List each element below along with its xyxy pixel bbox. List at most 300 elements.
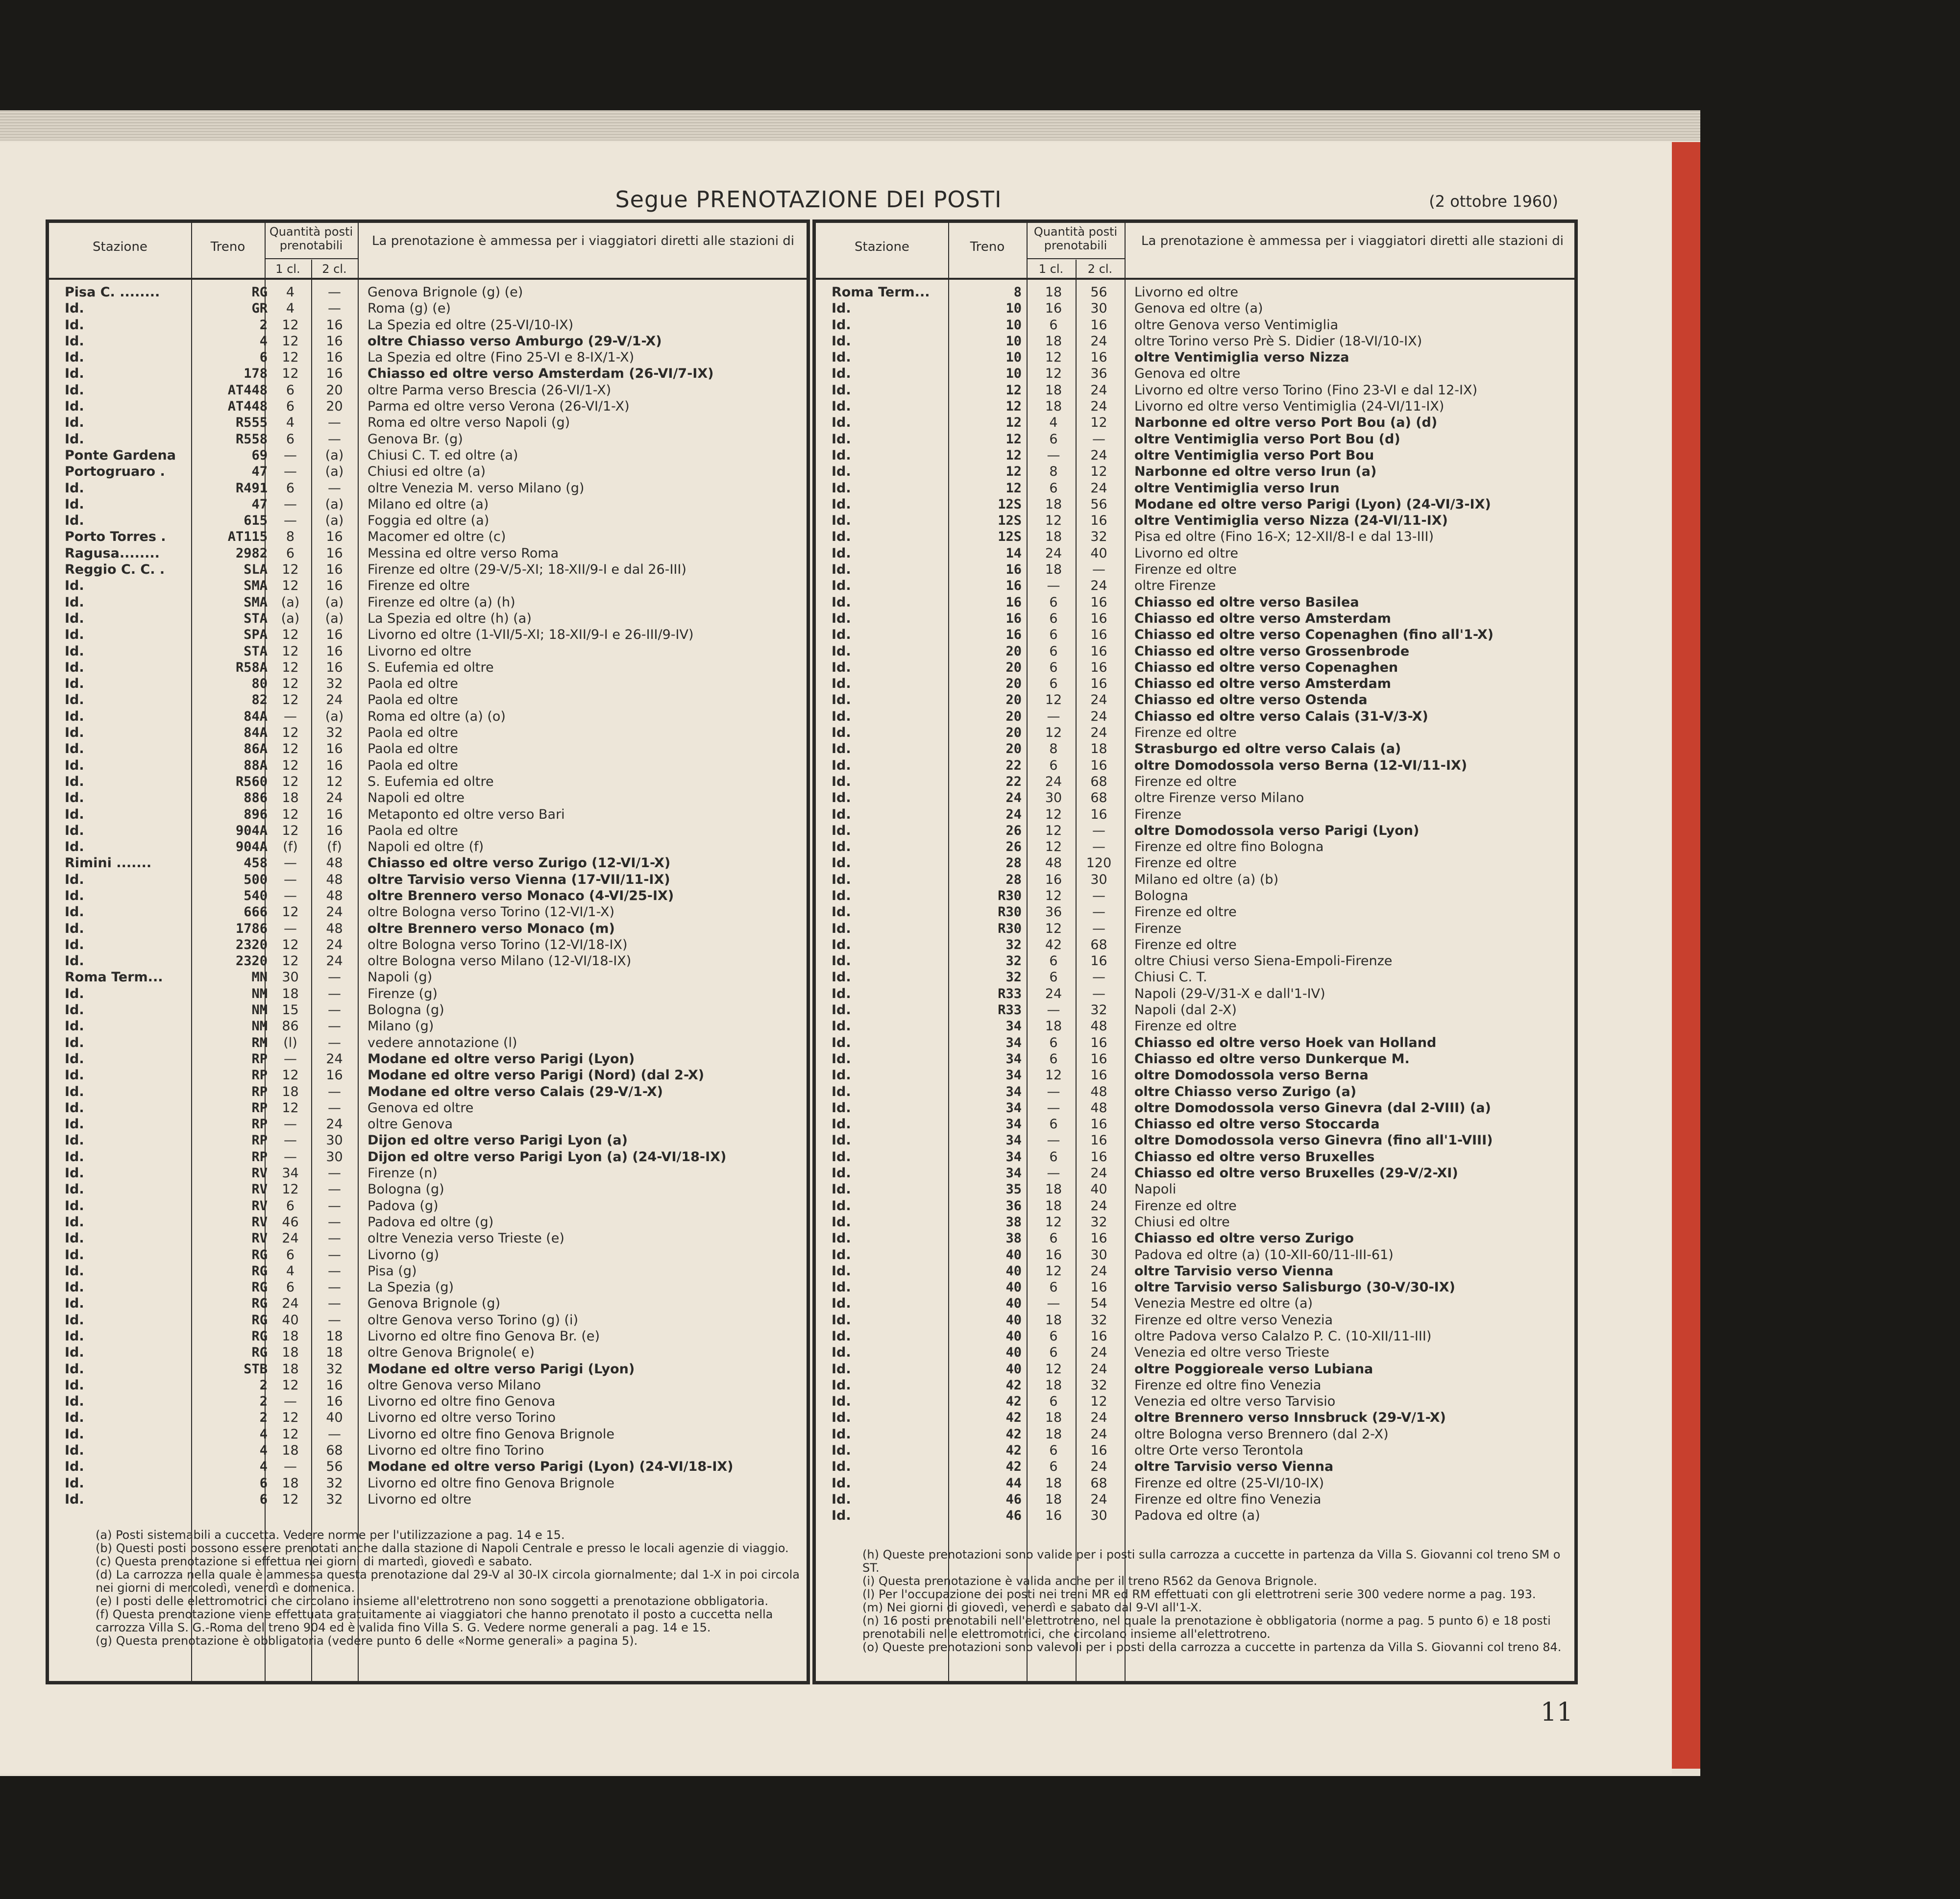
destination-cell: Genova Brignole (g) (e) bbox=[368, 285, 523, 300]
destination-cell: Firenze (g) bbox=[368, 986, 438, 1001]
destination-cell: oltre Domodossola verso Berna bbox=[1134, 1068, 1369, 1083]
first-class-cell: 12 bbox=[282, 1426, 299, 1442]
table-row bbox=[49, 937, 807, 953]
footnote: (h) Queste prenotazioni sono valide per i posti sulla carrozza a cuccette in partenza da Villa S. Giovanni col treno SM o ST. bbox=[862, 1548, 1561, 1575]
station-cell: Id. bbox=[65, 888, 84, 903]
table-row bbox=[49, 986, 807, 1002]
train-cell: 2 bbox=[259, 317, 268, 333]
station-cell: Id. bbox=[65, 333, 84, 349]
destination-cell: oltre Tarvisio verso Vienna bbox=[1134, 1459, 1334, 1475]
first-class-cell: 18 bbox=[1045, 1426, 1062, 1442]
table-row bbox=[49, 610, 807, 627]
station-cell: Id. bbox=[65, 399, 84, 414]
first-class-cell: 6 bbox=[1049, 757, 1058, 773]
table-row bbox=[49, 1247, 807, 1263]
train-cell: 47 bbox=[251, 496, 268, 512]
station-cell: Id. bbox=[65, 350, 84, 365]
second-class-cell: (a) bbox=[325, 496, 344, 512]
train-cell: 8 bbox=[1013, 285, 1022, 300]
first-class-cell: 6 bbox=[1049, 1345, 1058, 1361]
first-class-cell: 24 bbox=[282, 1231, 299, 1246]
second-class-cell: 12 bbox=[1090, 415, 1107, 431]
first-class-cell: — bbox=[284, 708, 297, 724]
footnote: (o) Queste prenotazioni sono valevoli per i posti della carrozza a cuccette in partenza da Villa S. Giovanni col treno 84. bbox=[862, 1640, 1562, 1654]
table-row bbox=[49, 382, 807, 398]
station-cell: Id. bbox=[65, 1345, 84, 1361]
destination-cell: Bologna (g) bbox=[368, 1182, 444, 1197]
table-row bbox=[49, 349, 807, 365]
second-class-cell: — bbox=[1092, 562, 1105, 578]
destination-cell: S. Eufemia ed oltre bbox=[368, 774, 494, 789]
train-cell: RM bbox=[251, 1035, 268, 1050]
station-cell: Id. bbox=[832, 1475, 851, 1491]
destination-cell: Chiusi C. T. ed oltre (a) bbox=[368, 447, 518, 463]
second-class-cell: 16 bbox=[1090, 676, 1107, 692]
destination-cell: Livorno ed oltre fino Genova Brignole bbox=[368, 1426, 615, 1442]
second-class-cell: 48 bbox=[1090, 1019, 1107, 1034]
station-cell: Id. bbox=[65, 1329, 84, 1344]
first-class-cell: 24 bbox=[1045, 545, 1062, 561]
right-table-body bbox=[816, 284, 1574, 1524]
destination-cell: oltre Bologna verso Milano (12-VI/18-IX) bbox=[368, 953, 632, 969]
destination-cell: vedere annotazione (l) bbox=[368, 1035, 517, 1050]
second-class-cell: — bbox=[328, 1019, 341, 1034]
destination-cell: Livorno ed oltre fino Genova Br. (e) bbox=[368, 1329, 600, 1344]
station-cell: Id. bbox=[832, 855, 851, 871]
first-class-cell: 15 bbox=[282, 1002, 299, 1018]
station-cell: Id. bbox=[65, 1084, 84, 1099]
first-class-cell: — bbox=[284, 1394, 297, 1410]
train-cell: AT448 bbox=[227, 399, 268, 414]
table-row bbox=[816, 1426, 1574, 1442]
station-cell: Id. bbox=[65, 1002, 84, 1018]
table-row bbox=[49, 1279, 807, 1295]
table-row bbox=[816, 1067, 1574, 1083]
station-cell: Id. bbox=[832, 545, 851, 561]
destination-cell: oltre Poggioreale verso Lubiana bbox=[1134, 1361, 1373, 1377]
second-class-cell: 16 bbox=[326, 545, 343, 561]
second-class-cell: — bbox=[1092, 888, 1105, 903]
train-cell: 500 bbox=[244, 872, 268, 887]
second-class-cell: 24 bbox=[326, 692, 343, 708]
first-class-cell: 6 bbox=[1049, 594, 1058, 610]
station-cell: Pisa C. ........ bbox=[65, 285, 160, 300]
table-row bbox=[49, 1491, 807, 1508]
train-cell: 12 bbox=[1005, 382, 1022, 398]
second-class-cell: (a) bbox=[325, 594, 344, 610]
col-treno: Treno bbox=[210, 240, 245, 254]
table-row bbox=[49, 953, 807, 969]
destination-cell: oltre Tarvisio verso Vienna (17-VII/11-IX) bbox=[368, 872, 670, 887]
table-row bbox=[816, 1149, 1574, 1165]
second-class-cell: — bbox=[1092, 921, 1105, 936]
table-row bbox=[49, 1084, 807, 1100]
second-class-cell: 16 bbox=[1090, 1068, 1107, 1083]
station-cell: Id. bbox=[65, 1280, 84, 1295]
second-class-cell: 54 bbox=[1090, 1296, 1107, 1312]
first-class-cell: 24 bbox=[282, 1296, 299, 1312]
first-class-cell: 12 bbox=[1045, 1068, 1062, 1083]
station-cell: Id. bbox=[832, 627, 851, 643]
station-cell: Id. bbox=[832, 1459, 851, 1475]
table-row bbox=[816, 1132, 1574, 1148]
station-cell: Id. bbox=[832, 1035, 851, 1050]
destination-cell: Chiasso ed oltre verso Copenaghen bbox=[1134, 659, 1398, 675]
station-cell: Id. bbox=[65, 757, 84, 773]
second-class-cell: 68 bbox=[1090, 1475, 1107, 1491]
train-cell: 16 bbox=[1005, 578, 1022, 594]
table-row bbox=[816, 1214, 1574, 1230]
table-row bbox=[816, 1116, 1574, 1132]
second-class-cell: — bbox=[328, 1426, 341, 1442]
second-class-cell: — bbox=[328, 1198, 341, 1214]
table-row bbox=[816, 480, 1574, 496]
second-class-cell: 16 bbox=[1090, 627, 1107, 643]
station-cell: Id. bbox=[832, 1149, 851, 1165]
table-row bbox=[49, 1459, 807, 1475]
first-class-cell: 12 bbox=[1045, 513, 1062, 529]
train-cell: MN bbox=[251, 970, 268, 985]
destination-cell: Narbonne ed oltre verso Irun (a) bbox=[1134, 464, 1377, 480]
train-cell: 82 bbox=[251, 692, 268, 708]
first-class-cell: — bbox=[284, 464, 297, 480]
first-class-cell: 12 bbox=[1045, 1214, 1062, 1230]
destination-cell: Chiasso ed oltre verso Ostenda bbox=[1134, 692, 1368, 708]
table-row bbox=[816, 969, 1574, 985]
table-row bbox=[816, 872, 1574, 888]
destination-cell: Napoli (g) bbox=[368, 970, 433, 985]
table-row bbox=[49, 790, 807, 806]
train-cell: 34 bbox=[1005, 1133, 1022, 1148]
station-cell: Id. bbox=[65, 872, 84, 887]
col-quantita: Quantità posti prenotabili bbox=[269, 225, 353, 252]
destination-cell: Firenze ed oltre bbox=[1134, 725, 1237, 741]
station-cell: Id. bbox=[832, 1426, 851, 1442]
second-class-cell: 32 bbox=[1090, 1002, 1107, 1018]
table-row bbox=[49, 480, 807, 496]
station-cell: Id. bbox=[65, 741, 84, 757]
second-class-cell: 40 bbox=[1090, 1182, 1107, 1197]
second-class-cell: 24 bbox=[1090, 480, 1107, 496]
station-cell: Id. bbox=[65, 904, 84, 920]
train-cell: 2982 bbox=[235, 545, 268, 561]
second-class-cell: 16 bbox=[1090, 1149, 1107, 1165]
destination-cell: Livorno ed oltre bbox=[368, 1491, 471, 1507]
destination-cell: Livorno ed oltre fino Genova Brignole bbox=[368, 1475, 615, 1491]
train-cell: 10 bbox=[1005, 350, 1022, 365]
train-cell: 2320 bbox=[235, 937, 268, 952]
station-cell: Id. bbox=[65, 1263, 84, 1279]
destination-cell: Modane ed oltre verso Calais (29-V/1-X) bbox=[368, 1084, 663, 1099]
second-class-cell: 56 bbox=[1090, 496, 1107, 512]
first-class-cell: 6 bbox=[1049, 480, 1058, 496]
first-class-cell: 12 bbox=[1045, 725, 1062, 741]
first-class-cell: 42 bbox=[1045, 937, 1062, 952]
table-row bbox=[49, 757, 807, 774]
destination-cell: Pisa (g) bbox=[368, 1263, 417, 1279]
table-row bbox=[816, 1344, 1574, 1361]
second-class-cell: 18 bbox=[326, 1329, 343, 1344]
destination-cell: oltre Tarvisio verso Salisburgo (30-V/30-IX) bbox=[1134, 1280, 1455, 1295]
first-class-cell: 24 bbox=[1045, 774, 1062, 789]
station-cell: Id. bbox=[832, 1198, 851, 1214]
col-treno: Treno bbox=[970, 240, 1005, 254]
station-cell: Id. bbox=[65, 676, 84, 692]
table-row bbox=[49, 496, 807, 512]
destination-cell: Firenze ed oltre bbox=[1134, 562, 1237, 578]
first-class-cell: 24 bbox=[1045, 986, 1062, 1001]
train-cell: 12S bbox=[998, 513, 1022, 529]
first-class-cell: 6 bbox=[1049, 659, 1058, 675]
train-cell: NM bbox=[251, 1019, 268, 1034]
destination-cell: Parma ed oltre verso Verona (26-VI/1-X) bbox=[368, 399, 630, 414]
table-row bbox=[49, 1263, 807, 1279]
destination-cell: oltre Genova verso Ventimiglia bbox=[1134, 317, 1339, 333]
table-row bbox=[816, 529, 1574, 545]
right-table bbox=[812, 219, 1578, 1684]
second-class-cell: 30 bbox=[1090, 872, 1107, 887]
table-row bbox=[816, 757, 1574, 774]
first-class-cell: (f) bbox=[283, 839, 298, 855]
second-class-cell: 36 bbox=[1090, 366, 1107, 382]
destination-cell: Napoli ed oltre (f) bbox=[368, 839, 484, 855]
col-2cl: 2 cl. bbox=[1087, 262, 1113, 276]
train-cell: 6 bbox=[259, 350, 268, 365]
train-cell: 86A bbox=[244, 741, 268, 757]
second-class-cell: 18 bbox=[326, 1345, 343, 1361]
table-row bbox=[816, 1295, 1574, 1312]
station-cell: Id. bbox=[65, 1247, 84, 1263]
train-cell: 36 bbox=[1005, 1198, 1022, 1214]
table-row bbox=[816, 953, 1574, 969]
destination-cell: oltre Ventimiglia verso Port Bou (d) bbox=[1134, 431, 1400, 447]
second-class-cell: 12 bbox=[326, 774, 343, 789]
station-cell: Id. bbox=[65, 839, 84, 855]
first-class-cell: 48 bbox=[1045, 855, 1062, 871]
destination-cell: Chiasso ed oltre verso Zurigo (12-VI/1-X) bbox=[368, 855, 671, 871]
first-class-cell: 6 bbox=[286, 1280, 295, 1295]
train-cell: 80 bbox=[251, 676, 268, 692]
station-cell: Id. bbox=[65, 725, 84, 741]
second-class-cell: 16 bbox=[1090, 1231, 1107, 1246]
train-cell: 16 bbox=[1005, 562, 1022, 578]
train-cell: 34 bbox=[1005, 1166, 1022, 1181]
second-class-cell: — bbox=[328, 480, 341, 496]
first-class-cell: 12 bbox=[282, 1491, 299, 1507]
destination-cell: Firenze ed oltre bbox=[1134, 1019, 1237, 1034]
station-cell: Id. bbox=[832, 301, 851, 316]
first-class-cell: 18 bbox=[1045, 399, 1062, 414]
table-row bbox=[49, 300, 807, 316]
second-class-cell: 16 bbox=[326, 823, 343, 838]
station-cell: Id. bbox=[65, 594, 84, 610]
book-page-edges bbox=[0, 110, 1700, 141]
table-row bbox=[816, 643, 1574, 659]
first-class-cell: 18 bbox=[1045, 529, 1062, 545]
train-cell: 26 bbox=[1005, 839, 1022, 855]
train-cell: 34 bbox=[1005, 1149, 1022, 1165]
table-row bbox=[49, 692, 807, 708]
second-class-cell: 32 bbox=[1090, 1214, 1107, 1230]
first-class-cell: 18 bbox=[1045, 1182, 1062, 1197]
train-cell: 16 bbox=[1005, 610, 1022, 626]
table-row bbox=[49, 1295, 807, 1312]
second-class-cell: 32 bbox=[326, 676, 343, 692]
second-class-cell: — bbox=[328, 1263, 341, 1279]
train-cell: 46 bbox=[1005, 1491, 1022, 1507]
second-class-cell: 16 bbox=[1090, 953, 1107, 969]
second-class-cell: 32 bbox=[326, 725, 343, 741]
train-cell: 10 bbox=[1005, 333, 1022, 349]
train-cell: 615 bbox=[244, 513, 268, 529]
train-cell: 69 bbox=[251, 447, 268, 463]
table-row bbox=[49, 1426, 807, 1442]
destination-cell: Firenze ed oltre (29-V/5-XI; 18-XII/9-I e dal 26-III) bbox=[368, 562, 686, 578]
first-class-cell: 36 bbox=[1045, 904, 1062, 920]
first-class-cell: 6 bbox=[1049, 431, 1058, 447]
col-quantita: Quantità posti prenotabili bbox=[1033, 225, 1118, 252]
destination-cell: Firenze ed oltre fino Venezia bbox=[1134, 1491, 1322, 1507]
destination-cell: oltre Venezia verso Trieste (e) bbox=[368, 1231, 564, 1246]
train-cell: 4 bbox=[259, 1426, 268, 1442]
second-class-cell: 30 bbox=[326, 1133, 343, 1148]
second-class-cell: 48 bbox=[326, 872, 343, 887]
station-cell: Id. bbox=[65, 301, 84, 316]
station-cell: Id. bbox=[832, 366, 851, 382]
table-row bbox=[816, 823, 1574, 839]
second-class-cell: 68 bbox=[1090, 790, 1107, 806]
train-cell: 6 bbox=[259, 1491, 268, 1507]
col-1cl: 1 cl. bbox=[275, 262, 300, 276]
train-cell: 12 bbox=[1005, 480, 1022, 496]
first-class-cell: — bbox=[1047, 1166, 1060, 1181]
first-class-cell: 6 bbox=[1049, 1459, 1058, 1475]
table-row bbox=[49, 659, 807, 676]
second-class-cell: 30 bbox=[1090, 1508, 1107, 1524]
destination-cell: Firenze ed oltre bbox=[1134, 774, 1237, 789]
station-cell: Id. bbox=[65, 1166, 84, 1181]
station-cell: Id. bbox=[65, 1051, 84, 1067]
second-class-cell: 16 bbox=[326, 1068, 343, 1083]
first-class-cell: 12 bbox=[282, 1182, 299, 1197]
train-cell: 34 bbox=[1005, 1100, 1022, 1116]
table-row bbox=[816, 317, 1574, 333]
train-cell: RP bbox=[251, 1100, 268, 1116]
table-row bbox=[49, 1312, 807, 1328]
table-row bbox=[816, 1508, 1574, 1524]
footnotes-right bbox=[862, 1548, 1578, 1654]
second-class-cell: 48 bbox=[326, 855, 343, 871]
station-cell: Id. bbox=[65, 1035, 84, 1050]
second-class-cell: 24 bbox=[1090, 399, 1107, 414]
table-row bbox=[49, 1377, 807, 1393]
table-row bbox=[49, 872, 807, 888]
table-row bbox=[49, 317, 807, 333]
destination-cell: Firenze ed oltre fino Venezia bbox=[1134, 1377, 1322, 1393]
table-row bbox=[816, 1459, 1574, 1475]
second-class-cell: 48 bbox=[1090, 1084, 1107, 1099]
first-class-cell: 34 bbox=[282, 1166, 299, 1181]
second-class-cell: 24 bbox=[1090, 1361, 1107, 1377]
second-class-cell: 24 bbox=[1090, 333, 1107, 349]
train-cell: R33 bbox=[998, 986, 1022, 1001]
train-cell: R30 bbox=[998, 904, 1022, 920]
station-cell: Id. bbox=[65, 1133, 84, 1148]
footnotes-left bbox=[96, 1529, 806, 1648]
table-row bbox=[816, 284, 1574, 300]
train-cell: 32 bbox=[1005, 937, 1022, 952]
first-class-cell: 86 bbox=[282, 1019, 299, 1034]
second-class-cell: (a) bbox=[325, 464, 344, 480]
table-row bbox=[816, 545, 1574, 561]
train-cell: 20 bbox=[1005, 676, 1022, 692]
table-row bbox=[49, 888, 807, 904]
first-class-cell: 12 bbox=[282, 953, 299, 969]
first-class-cell: 30 bbox=[1045, 790, 1062, 806]
train-cell: 10 bbox=[1005, 301, 1022, 316]
first-class-cell: 12 bbox=[282, 692, 299, 708]
train-cell: 178 bbox=[244, 366, 268, 382]
station-cell: Id. bbox=[65, 1117, 84, 1132]
station-cell: Id. bbox=[832, 725, 851, 741]
table-row bbox=[49, 1149, 807, 1165]
station-cell: Id. bbox=[65, 921, 84, 936]
train-cell: RP bbox=[251, 1051, 268, 1067]
second-class-cell: 30 bbox=[326, 1149, 343, 1165]
table-row bbox=[49, 806, 807, 823]
train-cell: 88A bbox=[244, 757, 268, 773]
destination-cell: oltre Brennero verso Monaco (m) bbox=[368, 921, 615, 936]
destination-cell: Modane ed oltre verso Parigi (Lyon) (24-VI/18-IX) bbox=[368, 1459, 734, 1475]
second-class-cell: 56 bbox=[1090, 285, 1107, 300]
page-number: 11 bbox=[1540, 1698, 1573, 1727]
first-class-cell: 12 bbox=[282, 627, 299, 643]
first-class-cell: 12 bbox=[282, 366, 299, 382]
table-row bbox=[816, 1377, 1574, 1393]
table-row bbox=[816, 708, 1574, 725]
train-cell: RG bbox=[251, 285, 268, 300]
destination-cell: Metaponto ed oltre verso Bari bbox=[368, 806, 565, 822]
station-cell: Id. bbox=[65, 1475, 84, 1491]
train-cell: 40 bbox=[1005, 1361, 1022, 1377]
first-class-cell: 16 bbox=[1045, 301, 1062, 316]
second-class-cell: — bbox=[328, 1100, 341, 1116]
table-row bbox=[816, 1247, 1574, 1263]
table-row bbox=[49, 398, 807, 414]
first-class-cell: 6 bbox=[1049, 610, 1058, 626]
station-cell: Id. bbox=[832, 317, 851, 333]
first-class-cell: 12 bbox=[282, 823, 299, 838]
station-cell: Id. bbox=[65, 1100, 84, 1116]
train-cell: 22 bbox=[1005, 774, 1022, 789]
first-class-cell: 6 bbox=[286, 480, 295, 496]
first-class-cell: (a) bbox=[281, 594, 300, 610]
train-cell: 28 bbox=[1005, 872, 1022, 887]
destination-cell: Narbonne ed oltre verso Port Bou (a) (d) bbox=[1134, 415, 1438, 431]
footnote: (f) Questa prenotazione viene effettuata gratuitamente ai viaggiatori che hanno prenotato il posto a cuccetta nella carrozza Villa S. G.-Roma del treno 904 ed è valida fino Villa S. G. Vedere norme generali a pag. 14 e 15. bbox=[96, 1607, 773, 1634]
destination-cell: oltre Genova bbox=[368, 1117, 453, 1132]
table-row bbox=[816, 1442, 1574, 1459]
station-cell: Id. bbox=[832, 1361, 851, 1377]
table-row bbox=[49, 969, 807, 985]
table-row bbox=[49, 774, 807, 790]
train-cell: 40 bbox=[1005, 1247, 1022, 1263]
second-class-cell: — bbox=[1092, 904, 1105, 920]
station-cell: Id. bbox=[832, 480, 851, 496]
destination-cell: Livorno ed oltre bbox=[1134, 545, 1238, 561]
station-cell: Id. bbox=[832, 464, 851, 480]
destination-cell: Napoli ed oltre bbox=[368, 790, 465, 806]
